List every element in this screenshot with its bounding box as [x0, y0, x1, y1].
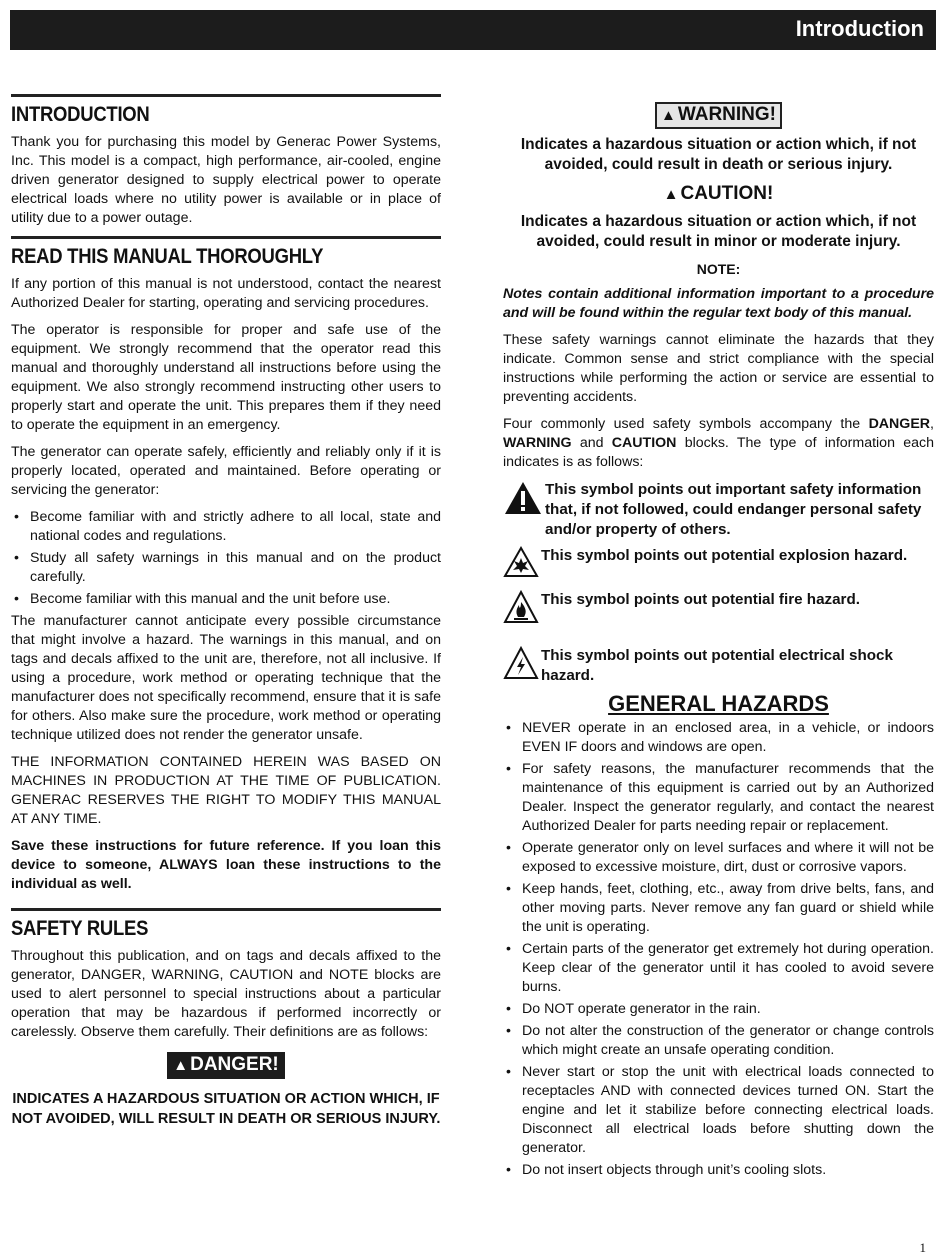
symbol-row [503, 590, 934, 632]
list-item: • Do NOT operate generator in the rain. [503, 1000, 934, 1019]
list-item: • Become familiar with and strictly adhere to all local, state and national codes and regulations. [11, 508, 441, 546]
read-manual-paragraph: THE INFORMATION CONTAINED HEREIN WAS BASED ON MACHINES IN PRODUCTION AT THE TIME OF PUBLICATION. GENERAC RESERVES THE RIGHT TO MODIFY THIS MANUAL AT ANY TIME. [11, 754, 441, 827]
danger-definition: INDICATES A HAZARDOUS SITUATION OR ACTION WHICH, IF NOT AVOIDED, WILL RESULT IN DEATH OR SERIOUS INJURY. [11, 1091, 441, 1127]
read-manual-bullets [11, 508, 441, 609]
exclamation-warning-icon [503, 480, 543, 522]
list-item: • Keep hands, feet, clothing, etc., away from drive belts, fans, and other moving parts. Never remove any fan guard or shield while the unit is operating. [503, 880, 934, 937]
warning-triangle-icon: ▲ [660, 107, 676, 124]
safety-paragraph: These safety warnings cannot eliminate the hazards that they indicate. Common sense and strict compliance with the special instructions while performing the action or service are essential to preventing accidents. [503, 332, 934, 405]
symbol-row [503, 646, 934, 686]
symbol-description: This symbol points out important safety information that, if not followed, could endanger personal safety and/or property of others. [545, 481, 922, 538]
text-span: , [930, 416, 934, 432]
read-manual-paragraph: The generator can operate safely, efficiently and reliably only if it is properly located, operated and maintained. Before operating or servicing the generator: [11, 444, 441, 498]
note-definition: Notes contain additional information important to a procedure and will be found within the regular text body of this manual. [503, 286, 934, 321]
list-item: • NEVER operate in an enclosed area, in a vehicle, or indoors EVEN IF doors and windows are open. [503, 719, 934, 757]
safety-symbols-intro [503, 415, 934, 472]
list-item: • Become familiar with this manual and the unit before use. [11, 590, 441, 609]
list-item: • Certain parts of the generator get extremely hot during operation. Keep clear of the generator until it has cooled to avoid severe burns. [503, 940, 934, 997]
danger-label-text: DANGER! [190, 1054, 279, 1075]
warning-label [655, 102, 782, 129]
warning-triangle-icon: ▲ [663, 186, 679, 203]
list-item: • Study all safety warnings in this manual and on the product carefully. [11, 549, 441, 587]
text-span: CAUTION [611, 435, 677, 451]
explosion-hazard-icon [503, 546, 539, 584]
read-manual-heading: READ THIS MANUAL THOROUGHLY [11, 245, 324, 268]
caution-label-text: CAUTION! [680, 183, 774, 204]
read-manual-paragraph: The operator is responsible for proper and safe use of the equipment. We strongly recommend that the operator read this manual and thoroughly understand all instructions before using the equipment. We also strongly recommend instructing other users to properly start and operate the unit. This prepares them if they need to operate the equipment in an emergency. [11, 322, 441, 433]
caution-label [660, 183, 778, 206]
introduction-heading: INTRODUCTION [11, 103, 150, 126]
page-title: Introduction [795, 16, 924, 41]
text-span: and [571, 435, 612, 451]
safety-rules-heading: SAFETY RULES [11, 917, 149, 940]
general-hazards-heading: GENERAL HAZARDS [608, 691, 829, 716]
symbol-description: This symbol points out potential electrical shock hazard. [541, 647, 893, 684]
electrical-shock-icon [503, 646, 539, 686]
read-manual-paragraph: The manufacturer cannot anticipate every possible circumstance that might involve a hazard. The warnings in this manual, and on tags and decals affixed to the unit are, therefore, not all inclusive. If using a procedure, work method or operating technique that the manufacturer does not specifically recommend, ensure that it is safe for others. Also make sure the procedure, work method or operating technique utilized does not render the generator unsafe. [11, 613, 441, 743]
text-span: blocks. The type of information each indicates is as follows: [503, 435, 934, 470]
warning-triangle-icon: ▲ [173, 1057, 189, 1074]
left-column [11, 94, 441, 1137]
right-column [503, 102, 934, 1183]
warning-label-text: WARNING! [677, 104, 776, 125]
text-span: DANGER [868, 416, 931, 432]
section-divider [11, 908, 441, 911]
general-hazards-list [503, 719, 934, 1180]
read-manual-paragraph: Save these instructions for future reference. If you loan this device to someone, ALWAYS loan these instructions to the individual as well. [11, 838, 441, 892]
list-item: • Do not alter the construction of the generator or change controls which might create an unsafe operating condition. [503, 1022, 934, 1060]
fire-hazard-icon [503, 590, 539, 632]
introduction-text: Thank you for purchasing this model by Generac Power Systems, Inc. This model is a compact, high performance, air-cooled, engine driven generator designed to supply electrical power to operate electrical loads where no utility power is available or in place of utility due to a power outage. [11, 134, 441, 226]
warning-definition: Indicates a hazardous situation or action which, if not avoided, could result in death or serious injury. [520, 136, 917, 173]
symbol-row [503, 480, 934, 540]
safety-rules-text: Throughout this publication, and on tags and decals affixed to the generator, DANGER, WARNING, CAUTION and NOTE blocks are used to alert personnel to special instructions about a particular operation that may be hazardous if performed incorrectly or carelessly. Observe them carefully. Their definitions are as follows: [11, 948, 441, 1040]
section-divider [11, 94, 441, 97]
list-item: • Never start or stop the unit with electrical loads connected to receptacles AND with connected devices turned ON. Start the engine and let it stabilize before connecting electrical loads. Disconnect all electrical loads before shutting down the generator. [503, 1063, 934, 1158]
read-manual-paragraph: If any portion of this manual is not understood, contact the nearest Authorized Dealer for starting, operating and servicing procedures. [11, 276, 441, 311]
text-span: WARNING [503, 435, 572, 451]
list-item: • Operate generator only on level surfaces and where it will not be exposed to excessive moisture, dirt, dust or corrosive vapors. [503, 839, 934, 877]
note-label: NOTE: [696, 261, 741, 277]
caution-definition: Indicates a hazardous situation or action which, if not avoided, could result in minor or moderate injury. [520, 213, 917, 250]
symbol-description: This symbol points out potential fire hazard. [541, 591, 860, 608]
list-item: • For safety reasons, the manufacturer recommends that the maintenance of this equipment is carried out by an Authorized Dealer. Inspect the generator regularly, and contact the nearest Authorized Dealer for parts needing repair or replacement. [503, 760, 934, 836]
symbol-description: This symbol points out potential explosion hazard. [541, 547, 908, 564]
danger-label [167, 1052, 285, 1079]
header-bar [10, 10, 936, 50]
symbol-row [503, 546, 934, 584]
page-number: 1 [919, 1240, 926, 1255]
text-span: Four commonly used safety symbols accompany the [503, 416, 869, 432]
list-item: • Do not insert objects through unit’s cooling slots. [503, 1161, 934, 1180]
section-divider [11, 236, 441, 239]
